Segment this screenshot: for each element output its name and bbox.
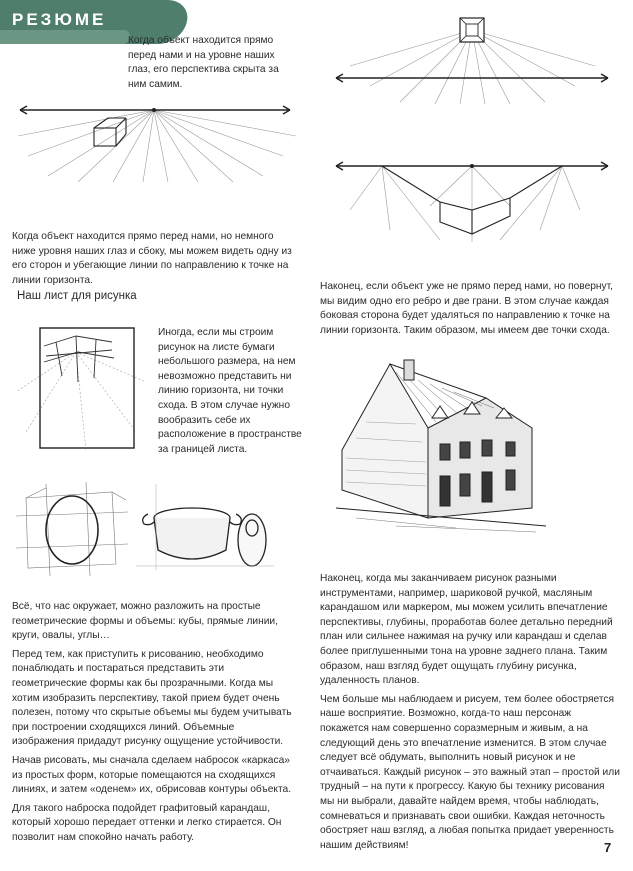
left-body-text	[12, 600, 298, 846]
right-paragraph-2: Чем больше мы наблюдаем и рисуем, тем более обостряется наше восприятие. Возможно, когда-то наш персонаж покажется нам совершенно соразмерным и живым, а на следующий день это впечатление изменится. В этом случае следует всё обдумать, выполнить новый рисунок и не отчаиваться. Каждый рисунок – это важный этап – простой или трудный – на пути к прогрессу. Какую бы технику рисования мы ни выбрали, давайте найдем время, чтобы наблюдать, сомневаться и признавать свои ошибки. Каждая неточность обостряет наш взгляд, а любая попытка придает уверенность нашим действиям!	[320, 693, 620, 851]
one-point-perspective-diagram	[18, 96, 296, 182]
right-paragraph-1: Наконец, когда мы заканчиваем рисунок разными инструментами, например, шариковой ручкой, масляным карандашом или маркером, мы можем усилить впечатление перспективы, глубины, проработав более детально передний план или сильнее нажимая на ручку или карандаш и сделав более приглушенными тона на уровне заднего плана. Таким образом, наш взгляд будет ощущать глубину рисунка, удаленность планов.	[320, 573, 613, 687]
two-point-perspective-diagram	[330, 150, 614, 250]
left-paragraph-1: Всё, что нас окружает, можно разложить на простые геометрические формы и объемы: кубы, прямые линии, круги, овалы, углы…	[12, 601, 278, 642]
left-paragraph-4: Для такого наброска подойдет графитовый карандаш, который хорошо передает оттенки и легко стирается. Он позволит нам спокойно начать работу.	[12, 802, 282, 843]
intro-text: Когда объект находится прямо перед нами и на уровне наших глаз, его перспектива скрыта за ним самим.	[128, 35, 279, 90]
house-illustration	[336, 358, 558, 534]
section-subheading: Наш лист для рисунка	[17, 290, 137, 302]
header-brush-stroke-accent	[0, 30, 130, 44]
small-sheet-diagram	[16, 312, 152, 450]
eye-level-perspective-diagram	[330, 16, 614, 104]
page-title: РЕЗЮМЕ	[12, 10, 107, 29]
left-paragraph-2: Перед тем, как приступить к рисованию, необходимо понаблюдать и постараться представить эти геометрические формы как бы прозрачными. Когда мы хотим изобразить перспективу, такой прием будет очень полезен, потому что скрытые объемы мы будем учитывать при построении сходящихся линий. Объемные изображения придадут рисунку ощущение устойчивости.	[12, 648, 292, 748]
below-eye-level-text: Когда объект находится прямо перед нами, но немного ниже уровня наших глаз и сбоку, мы можем видеть одну из его сторон и убегающие линии по направлению к точке на линии горизонта.	[12, 231, 292, 286]
two-point-text: Наконец, если объект уже не прямо перед нами, но повернут, мы видим одно его ребро и две грани. В этом случае каждая боковая сторона будет удаляться по направлению к точке на линии горизонта. Таким образом, мы имеем две точки схода.	[320, 281, 613, 336]
left-paragraph-3: Начав рисовать, мы сначала сделаем набросок «каркаса» из простых форм, которые помещаются на сходящихся линиях, и затем «оденем» их, обрисовав контуры объекта.	[12, 754, 292, 796]
construction-sketches	[16, 478, 278, 576]
right-body-text	[320, 572, 620, 853]
small-sheet-text: Иногда, если мы строим рисунок на листе бумаги небольшого размера, на нем невозможно представить ни линию горизонта, ни точки схода. В этом случае нужно вообразить себе их расположение в пространстве за границей листа.	[158, 327, 302, 455]
page-number: 7	[604, 840, 612, 855]
